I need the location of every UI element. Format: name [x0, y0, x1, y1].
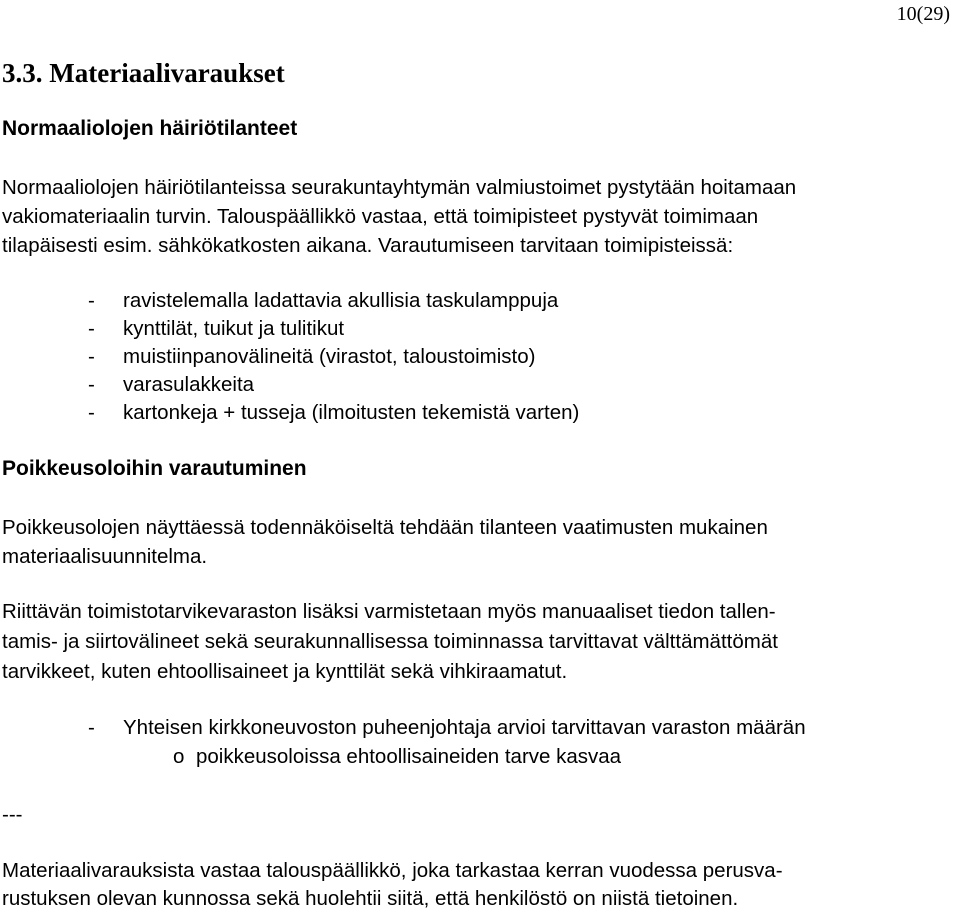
list-item: ravistelemalla ladattavia akullisia taskulamppuja	[123, 289, 559, 312]
list-marker: -	[88, 289, 95, 312]
paragraph-line: materiaalisuunnitelma.	[2, 545, 208, 568]
paragraph-line: Normaaliolojen häiriötilanteissa seurakuntayhtymän valmiustoimet pystytään hoitamaan	[2, 176, 797, 199]
list-item: muistiinpanovälineitä (virastot, taloustoimisto)	[123, 345, 536, 368]
sublist-item: poikkeusoloissa ehtoollisaineiden tarve kasvaa	[196, 745, 622, 768]
paragraph-line: rustuksen olevan kunnossa sekä huolehtii siitä, että henkilöstö on niistä tietoinen.	[2, 887, 739, 910]
subheading-normal-conditions: Normaaliolojen häiriötilanteet	[2, 117, 298, 140]
list-item: kartonkeja + tusseja (ilmoitusten tekemistä varten)	[123, 401, 580, 424]
paragraph-line: Materiaalivarauksista vastaa talouspäällikkö, joka tarkastaa kerran vuodessa perusva-	[2, 859, 783, 882]
paragraph-line: tilapäisesti esim. sähkökatkosten aikana. Varautumiseen tarvitaan toimipisteissä:	[2, 234, 734, 257]
paragraph-line: tamis- ja siirtovälineet sekä seurakunnallisessa toiminnassa tarvittavat välttämättömät	[2, 630, 778, 653]
list-marker: -	[88, 345, 95, 368]
list-marker: -	[88, 401, 95, 424]
list-marker: -	[88, 716, 95, 739]
page-number: 10(29)	[896, 3, 950, 25]
sublist-marker: o	[173, 745, 185, 768]
paragraph-line: Riittävän toimistotarvikevaraston lisäksi varmistetaan myös manuaaliset tiedon tallen-	[2, 600, 776, 623]
list-marker: -	[88, 317, 95, 340]
list-item: kynttilät, tuikut ja tulitikut	[123, 317, 345, 340]
paragraph-line: vakiomateriaalin turvin. Talouspäällikkö vastaa, että toimipisteet pystyvät toimimaan	[2, 205, 759, 228]
paragraph-line: tarvikkeet, kuten ehtoollisaineet ja kynttilät sekä vihkiraamatut.	[2, 660, 568, 683]
separator-text: ---	[2, 803, 23, 826]
list-item: Yhteisen kirkkoneuvoston puheenjohtaja arvioi tarvittavan varaston määrän	[123, 716, 806, 739]
paragraph-line: Poikkeusolojen näyttäessä todennäköiseltä tehdään tilanteen vaatimusten mukainen	[2, 516, 768, 539]
list-item: varasulakkeita	[123, 373, 255, 396]
list-marker: -	[88, 373, 95, 396]
subheading-exceptional-conditions: Poikkeusoloihin varautuminen	[2, 457, 307, 480]
section-title: 3.3. Materiaalivaraukset	[2, 58, 285, 88]
